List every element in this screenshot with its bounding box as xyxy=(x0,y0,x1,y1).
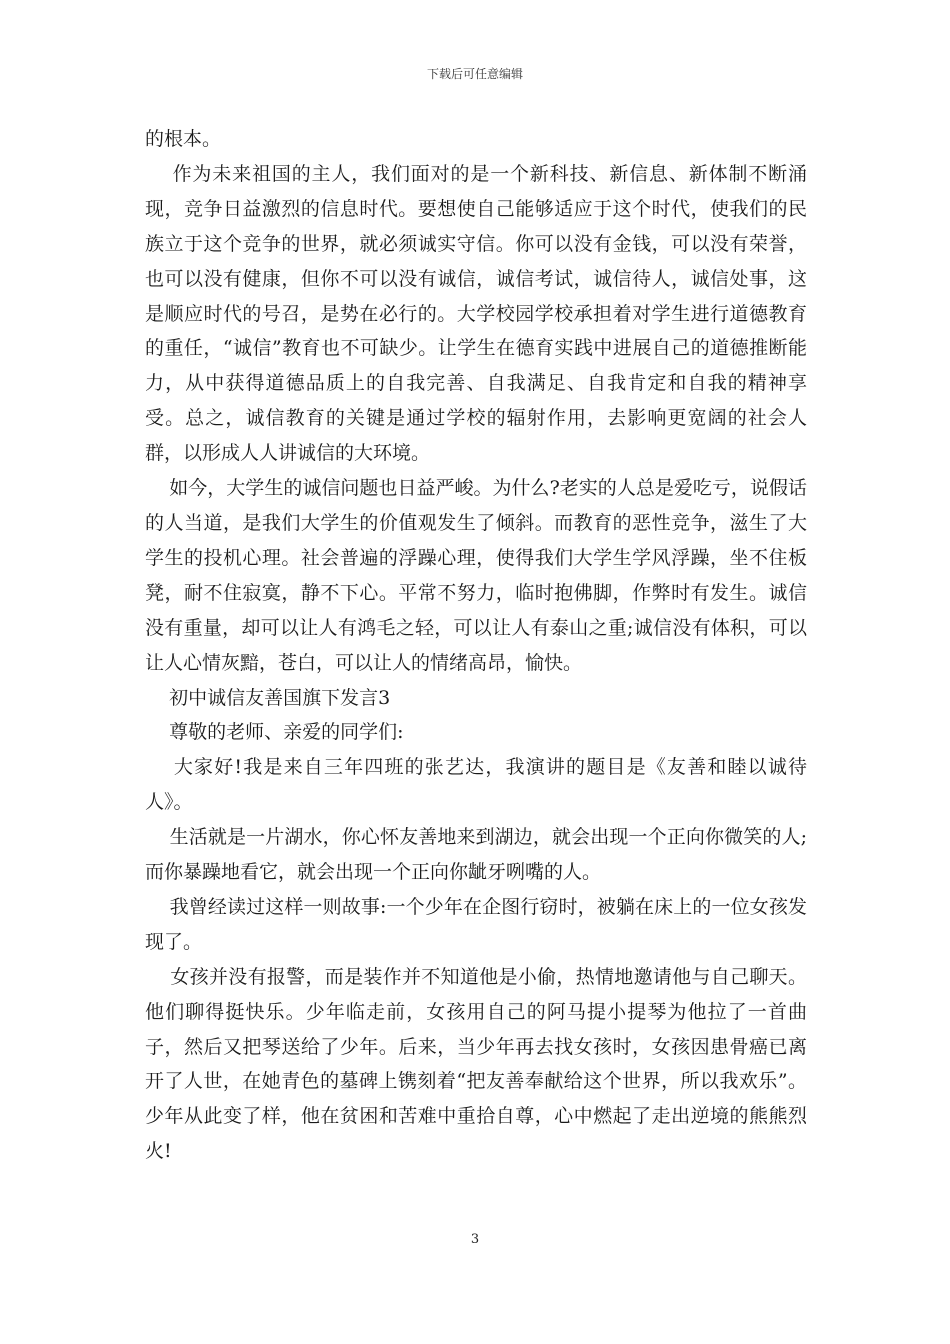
paragraph: 如今，大学生的诚信问题也日益严峻。为什么?老实的人总是爱吃亏，说假话的人当道，是我们大学生的价值观发生了倾斜。而教育的恶性竞争，滋生了大学生的投机心理。社会普遍的浮躁心理，使得我们大学生学风浮躁，坐不住板凳，耐不住寂寞，静不下心。平常不努力，临时抱佛脚，作弊时有发生。诚信没有重量，却可以让人有鸿毛之轻，可以让人有泰山之重;诚信没有体积，可以让人心情灰黯，苍白，可以让人的情绪高昂，愉快。 xyxy=(145,477,807,674)
paragraph: 大家好!我是来自三年四班的张艺达，我演讲的题目是《友善和睦以诚待人》。 xyxy=(145,756,807,814)
document-body xyxy=(145,122,807,1169)
paragraph: 女孩并没有报警，而是装作并不知道他是小偷，热情地邀请他与自己聊天。他们聊得挺快乐。少年临走前，女孩用自己的阿马提小提琴为他拉了一首曲子，然后又把琴送给了少年。后来，当少年再去找女孩时，女孩因患骨癌已离开了人世，在她青色的墓碑上镌刻着“把友善奉献给这个世界，所以我欢乐”。少年从此变了样，他在贫困和苦难中重拾自尊，心中燃起了走出逆境的熊熊烈火! xyxy=(145,965,807,1163)
paragraph: 作为未来祖国的主人，我们面对的是一个新科技、新信息、新体制不断涌现，竞争日益激烈的信息时代。要想使自己能够适应于这个时代，使我们的民族立于这个竞争的世界，就必须诚实守信。你可以没有金钱，可以没有荣誉，也可以没有健康，但你不可以没有诚信，诚信考试，诚信待人，诚信处事，这是顺应时代的号召，是势在必行的。大学校园学校承担着对学生进行道德教育的重任，“诚信”教育也不可缺少。让学生在德育实践中进展自己的道德推断能力，从中获得道德品质上的自我完善、自我满足、自我肯定和自我的精神享受。总之，诚信教育的关键是通过学校的辐射作用，去影响更宽阔的社会人群，以形成人人讲诚信的大环境。 xyxy=(145,162,807,465)
paragraph: 生活就是一片湖水，你心怀友善地来到湖边，就会出现一个正向你微笑的人;而你暴躁地看它，就会出现一个正向你龇牙咧嘴的人。 xyxy=(145,826,807,884)
paragraph: 的根本。 xyxy=(145,128,222,150)
paragraph: 我曾经读过这样一则故事:一个少年在企图行窃时，被躺在床上的一位女孩发现了。 xyxy=(145,895,807,953)
section-title: 初中诚信友善国旗下发言3 xyxy=(145,686,391,709)
header-note: 下载后可任意编辑 xyxy=(426,67,523,81)
salutation: 尊敬的老师、亲爱的同学们: xyxy=(145,721,404,744)
page-number: 3 xyxy=(470,1232,480,1247)
